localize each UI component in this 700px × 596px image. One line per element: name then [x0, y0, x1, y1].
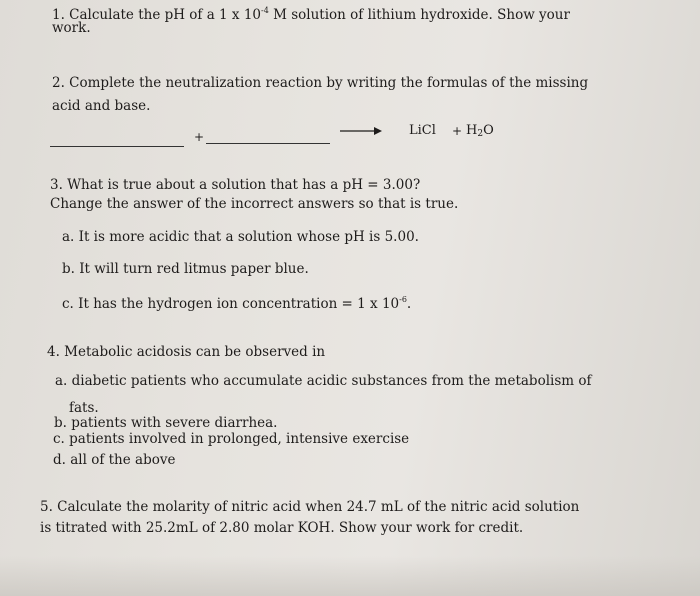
base-blank[interactable] — [206, 142, 330, 144]
question-4-option-d: d. all of the above — [53, 452, 176, 468]
question-3-option-c: c. It has the hydrogen ion concentration = 1 x $10^{-6}$. — [62, 295, 412, 312]
question-1-exponent: -4 — [261, 6, 269, 15]
question-1-text: 1. Calculate the pH of a 1 x 10 — [52, 7, 262, 23]
question-2-line2: acid and base. — [52, 98, 151, 114]
plus-sign: + — [194, 130, 205, 144]
reaction-arrow-icon — [340, 125, 382, 137]
question-3-option-a: a. It is more acidic that a solution whose pH is 5.00. — [62, 229, 419, 245]
question-3-line1: 3. What is true about a solution that has a pH = 3.00? — [50, 177, 421, 193]
question-4-option-a-line2: fats. — [69, 400, 99, 416]
bleed-through-text — [60, 42, 63, 56]
question-5-line1: 5. Calculate the molarity of nitric acid when 24.7 mL of the nitric acid solution — [40, 499, 580, 515]
question-4-option-c: c. patients involved in prolonged, intensive exercise — [53, 431, 410, 447]
question-1 — [52, 2, 570, 24]
question-3-option-b: b. It will turn red litmus paper blue. — [62, 261, 309, 277]
question-3-line2: Change the answer of the incorrect answers so that is true. — [50, 196, 459, 212]
product-water: $H_2O$ — [466, 123, 494, 139]
page-shadow — [0, 556, 700, 596]
question-4-stem: 4. Metabolic acidosis can be observed in — [47, 344, 326, 360]
question-4-option-a-line1: a. diabetic patients who accumulate acidic substances from the metabolism of — [55, 373, 592, 389]
acid-blank[interactable] — [50, 145, 184, 147]
question-4-option-b: b. patients with severe diarrhea. — [54, 415, 278, 431]
question-1-line2: work. — [52, 20, 91, 36]
question-5-line2: is titrated with 25.2mL of 2.80 molar KOH. Show your work for credit. — [40, 520, 524, 536]
question-2-line1: 2. Complete the neutralization reaction by writing the formulas of the missing — [52, 75, 589, 91]
question-1-text-end: M solution of lithium hydroxide. Show your — [268, 7, 570, 23]
product-licl: LiCl — [409, 123, 436, 138]
plus-sign-2: + — [452, 124, 463, 138]
question-3-c-exponent: -6 — [399, 295, 407, 304]
